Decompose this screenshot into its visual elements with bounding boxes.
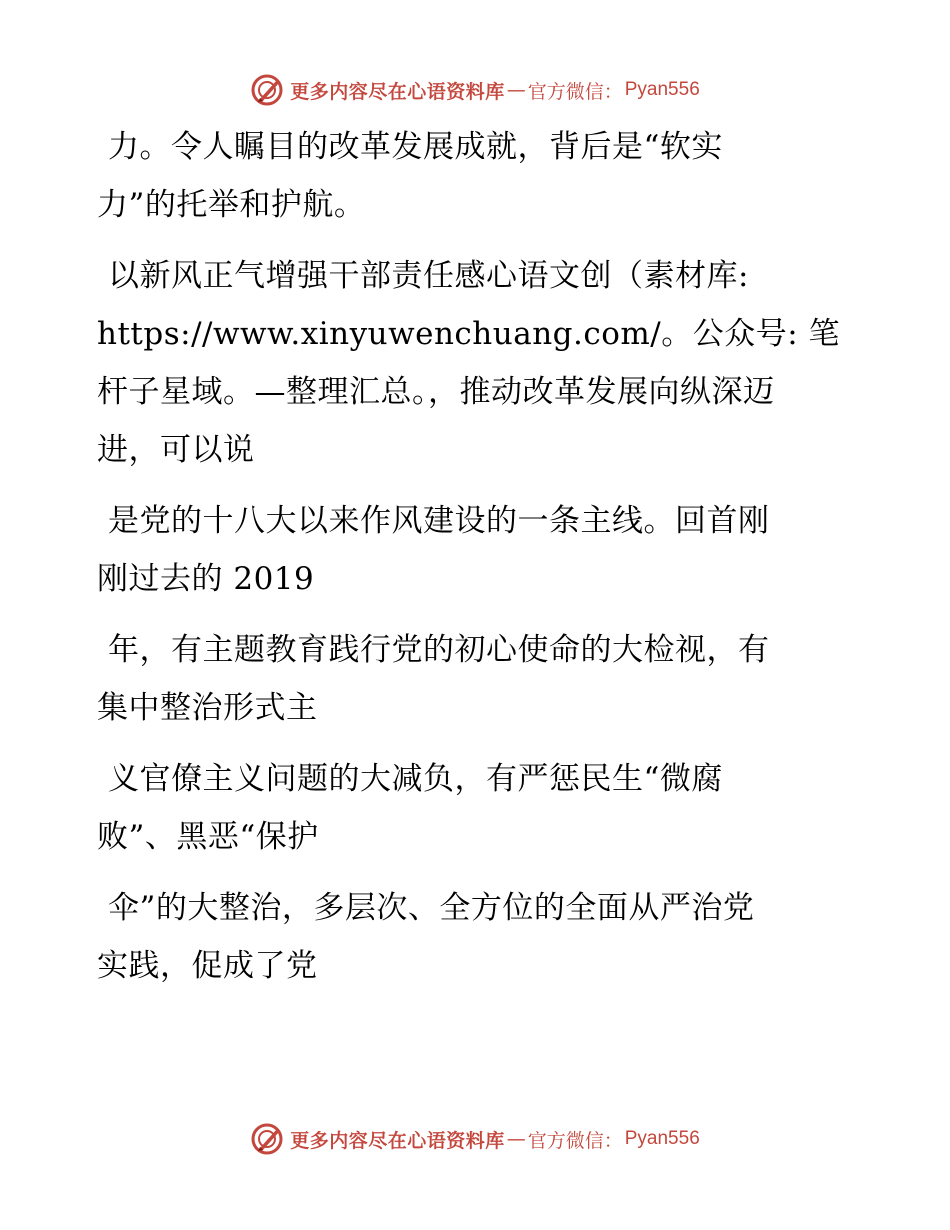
text-line: 年，有主题教育践行党的初心使命的大检视，有	[108, 632, 770, 668]
header-wechat-id: Pyan556	[624, 79, 700, 100]
text-line: https://www.xinyuwenchuang.com/。公众号: 笔	[97, 316, 841, 352]
text-line: 伞”的大整治，多层次、全方位的全面从严治党	[108, 890, 755, 926]
footer-wechat-label: 官方微信：	[527, 1129, 623, 1152]
text-line: 力。令人瞩目的改革发展成就，背后是“软实	[108, 129, 723, 165]
header-wechat-label: 官方微信：	[527, 80, 623, 103]
paragraph	[97, 879, 857, 995]
footer-wechat-id: Pyan556	[624, 1128, 700, 1149]
text-line: 力”的托举和护航。	[97, 187, 366, 223]
footer-site-name: 更多内容尽在心语资料库	[290, 1129, 505, 1152]
header-banner	[0, 70, 950, 110]
pen-logo-icon	[250, 73, 284, 107]
text-line: 败”、黑恶“保护	[97, 819, 319, 855]
paragraph	[97, 621, 857, 737]
paragraph	[97, 118, 857, 234]
paragraph	[97, 750, 857, 866]
text-line: 以新风正气增强干部责任感心语文创（素材库:	[108, 258, 749, 294]
text-line: 杆子星域。—整理汇总。，推动改革发展向纵深迈	[97, 374, 775, 410]
footer-banner	[0, 1119, 950, 1159]
paragraph	[97, 247, 857, 479]
paragraph	[97, 492, 857, 608]
text-line: 进，可以说	[97, 432, 255, 468]
header-dash: —	[506, 79, 526, 101]
text-line: 集中整治形式主	[97, 690, 318, 726]
text-line: 实践，促成了党	[97, 948, 318, 984]
document-body	[97, 118, 857, 1008]
text-line: 是党的十八大以来作风建设的一条主线。回首刚	[108, 503, 770, 539]
header-site-name: 更多内容尽在心语资料库	[290, 80, 505, 103]
text-line: 刚过去的 2019	[97, 561, 315, 597]
pen-logo-icon	[250, 1122, 284, 1156]
footer-dash: —	[506, 1128, 526, 1150]
text-line: 义官僚主义问题的大减负，有严惩民生“微腐	[108, 761, 723, 797]
